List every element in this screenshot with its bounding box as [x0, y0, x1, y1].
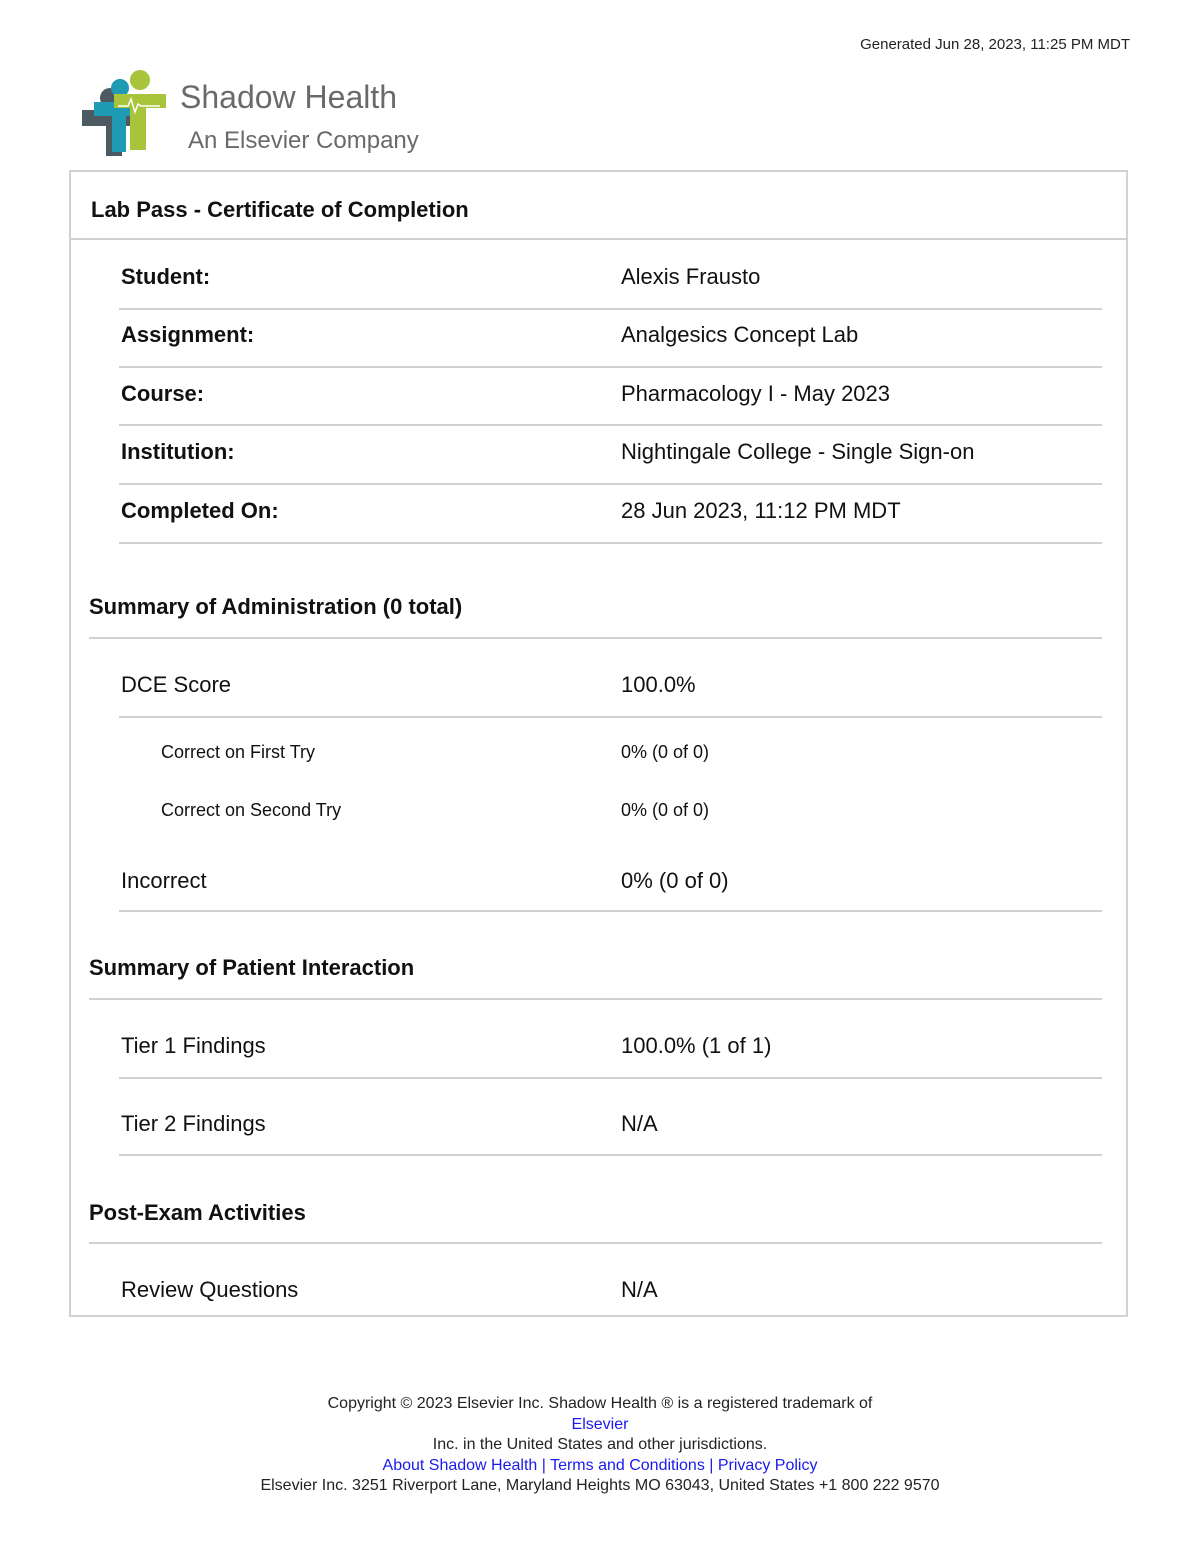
row-value: N/A — [621, 1111, 658, 1136]
footer-links — [0, 1456, 1200, 1477]
row-key: Correct on Second Try — [161, 800, 342, 820]
row-value: N/A — [621, 1277, 658, 1302]
row-key: Review Questions — [121, 1277, 299, 1302]
detail-value: Nightingale College - Single Sign-on — [621, 439, 975, 464]
detail-key: Completed On: — [121, 498, 279, 523]
row-correct-first-try — [119, 742, 1102, 772]
elsevier-link[interactable]: Elsevier — [571, 1415, 629, 1433]
row-key: Incorrect — [121, 868, 207, 893]
detail-row-institution — [119, 439, 1102, 485]
detail-key: Student: — [121, 264, 211, 289]
row-correct-second-try — [119, 800, 1102, 830]
logo-brand-text: Shadow Health — [180, 79, 398, 115]
row-tier2-findings — [119, 1111, 1102, 1156]
detail-key: Course: — [121, 381, 205, 406]
logo-subtitle-text: An Elsevier Company — [188, 127, 419, 154]
row-key: DCE Score — [121, 672, 232, 697]
detail-row-course — [119, 381, 1102, 426]
detail-key: Assignment: — [121, 322, 255, 347]
row-key: Tier 2 Findings — [121, 1111, 266, 1136]
section-heading-administration: Summary of Administration (0 total) — [89, 594, 1102, 639]
footer-separator: | — [537, 1456, 551, 1474]
detail-value: Alexis Frausto — [621, 264, 761, 289]
row-incorrect — [119, 868, 1102, 912]
row-key: Correct on First Try — [161, 742, 316, 762]
section-heading-patient-interaction: Summary of Patient Interaction — [89, 955, 1102, 1000]
row-tier1-findings — [119, 1033, 1102, 1079]
section-heading-post-exam: Post-Exam Activities — [89, 1200, 1102, 1244]
row-key: Tier 1 Findings — [121, 1033, 266, 1058]
footer-jurisdiction: Inc. in the United States and other jurisdictions. — [432, 1436, 768, 1453]
detail-value: Pharmacology I - May 2023 — [621, 381, 891, 406]
row-dce-score — [119, 672, 1102, 718]
row-review-questions — [119, 1277, 1102, 1309]
footer — [0, 1394, 1200, 1497]
row-value: 100.0% (1 of 1) — [621, 1033, 772, 1058]
card-title: Lab Pass - Certificate of Completion — [71, 172, 1126, 240]
row-value: 0% (0 of 0) — [621, 800, 710, 820]
detail-value: 28 Jun 2023, 11:12 PM MDT — [621, 498, 901, 523]
row-value: 0% (0 of 0) — [621, 742, 710, 762]
certificate-card — [69, 170, 1128, 1317]
detail-row-completed-on — [119, 498, 1102, 544]
detail-value: Analgesics Concept Lab — [621, 322, 859, 347]
footer-copyright: Copyright © 2023 Elsevier Inc. Shadow Health ® is a registered trademark of — [327, 1395, 873, 1412]
about-shadow-health-link[interactable]: About Shadow Health — [382, 1456, 538, 1474]
row-value: 0% (0 of 0) — [621, 868, 729, 893]
detail-row-student — [119, 264, 1102, 310]
detail-key: Institution: — [121, 439, 235, 464]
row-value: 100.0% — [621, 672, 696, 697]
footer-address: Elsevier Inc. 3251 Riverport Lane, Maryland Heights MO 63043, United States +1 800 222 9570 — [260, 1477, 940, 1494]
terms-and-conditions-link[interactable]: Terms and Conditions — [550, 1456, 705, 1474]
shadow-health-logo-mark-icon — [80, 68, 460, 163]
shadow-health-logo — [80, 68, 460, 163]
privacy-policy-link[interactable]: Privacy Policy — [717, 1456, 818, 1474]
footer-separator: | — [704, 1456, 718, 1474]
detail-row-assignment — [119, 322, 1102, 368]
generated-timestamp: Generated Jun 28, 2023, 11:25 PM MDT — [860, 36, 1130, 53]
